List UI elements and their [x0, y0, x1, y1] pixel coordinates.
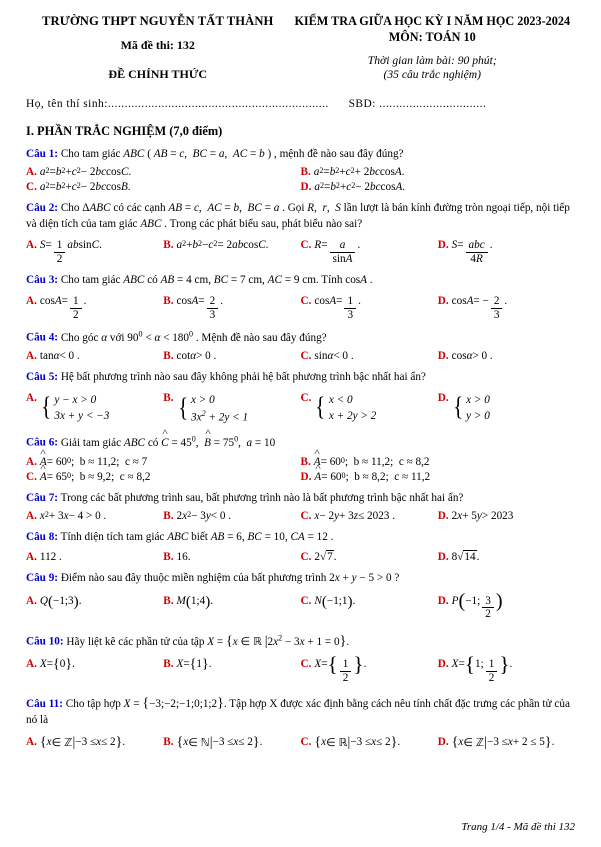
question-6-options-row2: [26, 471, 575, 483]
option-10-c[interactable]: C. X = { $\frac{1}{2}$ } .: [300, 652, 367, 685]
question-9-options: [26, 589, 575, 622]
question-5-options: [26, 392, 575, 426]
question-4: [26, 328, 575, 346]
candidate-name-field: Họ, tên thí sinh:..................................................................: [26, 98, 329, 110]
option-10-b[interactable]: B. X = { 1 } .: [163, 657, 212, 673]
option-2-a[interactable]: A. S = $\frac{1}{2}$ ab sin C .: [26, 238, 102, 265]
question-10: [26, 632, 575, 650]
question-8-text: Tính diện tích tam giác ABC biết AB = 6, BC = 10, CA = 12 .: [60, 531, 334, 544]
question-2-text: Cho ΔABC có các cạnh AB = c, AC = b, BC = a . Gọi R, r, S lần lượt là bán kính đường tròn ngoại tiếp, nội tiếp và diện tích của tam giác ABC . Trong các phát biểu sau, phát biểu nào sai?: [26, 202, 570, 231]
option-7-b[interactable]: B. 2 x 2 − 3 y < 0 .: [163, 510, 232, 523]
question-1: [26, 146, 575, 162]
option-7-a[interactable]: A. x 2 + 3 x − 4 > 0 .: [26, 510, 107, 523]
option-4-b[interactable]: B. cot α > 0 .: [163, 350, 217, 363]
option-6-a[interactable]: A. A ^ = 60 0 ; b ≈ 11,2; c ≈ 7: [26, 456, 301, 468]
option-10-d[interactable]: D. X = { 1; $\frac{1}{2}$ } .: [437, 652, 513, 685]
exam-subject: MÔN: TOÁN 10: [388, 30, 476, 44]
question-1-text: Cho tam giác ABC ( AB = c, BC = a, AC = b ) , mệnh đề nào sau đây đúng?: [60, 148, 404, 160]
question-3-options: [26, 295, 575, 322]
option-9-c[interactable]: C. N ( −1;1 ) .: [300, 593, 356, 610]
option-5-d[interactable]: D. { x > 0 y > 0: [437, 391, 490, 422]
question-11: [26, 696, 575, 728]
question-1-options-row2: [26, 181, 575, 193]
question-11-text: Cho tập hợp X = {−3;−2;−1;0;1;2}. Tập hợp X được xác định bằng cách nêu tính chất đặc trưng các phần tử của nó là: [26, 696, 570, 727]
option-2-d[interactable]: D. S = $\frac{\text{abc}}{4R}$ .: [437, 238, 493, 265]
question-9: [26, 570, 575, 586]
option-3-b[interactable]: B. cos A = $\frac{2}{3}$ .: [163, 294, 223, 321]
question-11-options: [26, 736, 575, 750]
option-2-b[interactable]: B. a 2 + b 2 − c 2 = 2 ab cos C .: [163, 238, 269, 251]
exam-title: KIỂM TRA GIỮA HỌC KỲ I NĂM HỌC 2023-2024: [294, 14, 571, 28]
candidate-info-line: [26, 98, 575, 110]
option-6-b[interactable]: B. A ^ = 60 0 ; b ≈ 11,2; c ≈ 8,2: [301, 456, 576, 468]
exam-duration: Thời gian làm bài: 90 phút;: [367, 54, 497, 67]
question-1-label: Câu 1:: [26, 148, 59, 160]
question-11-label: Câu 11:: [26, 697, 63, 710]
option-8-d[interactable]: D. 8 √14 .: [437, 551, 480, 564]
question-10-label: Câu 10:: [26, 636, 64, 648]
question-7-options: [26, 510, 575, 522]
page-header: [26, 14, 575, 82]
question-4-options: [26, 350, 575, 362]
question-2: [26, 200, 575, 232]
page-footer: Trang 1/4 - Mã đề thi 132: [461, 821, 575, 833]
option-9-d[interactable]: D. P ( −1; $\frac{3}{2}$ ): [437, 589, 503, 621]
question-1-options-row1: [26, 166, 575, 178]
question-10-options: [26, 652, 575, 685]
question-3-label: Câu 3:: [26, 274, 59, 287]
question-5-label: Câu 5:: [26, 371, 59, 384]
question-10-text: Hãy liệt kê các phần tử của tập X = {x ∈ ℝ $|2x^2 - 3x + 1 = 0$}.: [66, 633, 350, 650]
header-left: [26, 14, 290, 82]
option-11-b[interactable]: B. { x ∈ ℕ | −3 ≤ x ≤ 2 } .: [163, 735, 263, 751]
question-7-label: Câu 7:: [26, 491, 59, 504]
option-5-a[interactable]: A. { y − x > 0 3x + y < −3: [26, 391, 110, 422]
option-7-c[interactable]: C. x − 2 y + 3 z ≤ 2023 .: [300, 510, 395, 523]
option-11-c[interactable]: C. { x ∈ ℝ | −3 ≤ x ≤ 2 } .: [300, 735, 401, 751]
option-8-c[interactable]: C. 2 √7 .: [300, 551, 337, 564]
exam-code: Mã đề thi: 132: [120, 38, 195, 52]
question-6-options-row1: [26, 456, 575, 468]
option-8-b[interactable]: B. 16.: [163, 551, 191, 564]
exam-question-count: (35 câu trắc nghiệm): [383, 68, 482, 81]
option-3-a[interactable]: A. cos A = $\frac{1}{2}$ .: [26, 294, 87, 321]
question-3: [26, 272, 575, 288]
option-9-a[interactable]: A. Q ( −1;3 ) .: [26, 593, 82, 610]
question-2-options: [26, 239, 575, 266]
question-9-text: Điểm nào sau đây thuộc miền nghiệm của bất phương trình 2x + y − 5 > 0 ?: [60, 572, 400, 585]
question-5: [26, 369, 575, 385]
question-2-label: Câu 2:: [26, 202, 59, 215]
option-1-b[interactable]: B. a 2 = b 2 + c 2 + 2 bc cos A .: [300, 166, 405, 179]
option-1-c[interactable]: C. a 2 = b 2 + c 2 − 2 bc cos B .: [26, 181, 131, 194]
school-name: TRƯỜNG THPT NGUYỄN TẤT THÀNH: [42, 14, 274, 28]
option-3-d[interactable]: D. cos A = − $\frac{2}{3}$ .: [437, 294, 508, 321]
option-1-d[interactable]: D. a 2 = b 2 + c 2 − 2 bc cos A .: [300, 181, 406, 194]
question-8-options: [26, 551, 575, 563]
question-6-label: Câu 6:: [26, 436, 59, 449]
question-7-text: Trong các bất phương trình sau, bất phương trình nào là bất phương trình bậc nhất hai ẩn?: [60, 491, 464, 504]
question-4-label: Câu 4:: [26, 332, 59, 345]
option-11-a[interactable]: A. { x ∈ ℤ | −3 ≤ x ≤ 2 } .: [26, 735, 126, 751]
question-7: [26, 490, 575, 506]
question-8-label: Câu 8:: [26, 531, 59, 544]
header-right: [290, 14, 575, 82]
option-10-a[interactable]: A. X = { 0 } .: [26, 657, 75, 673]
question-9-label: Câu 9:: [26, 572, 59, 585]
option-4-c[interactable]: C. sin α < 0 .: [300, 350, 354, 363]
question-3-text: Cho tam giác ABC có AB = 4 cm, BC = 7 cm, AC = 9 cm. Tính cosA .: [60, 274, 373, 287]
option-6-c[interactable]: C. A ^ = 65 0 ; b ≈ 9,2; c ≈ 8,2: [26, 471, 301, 483]
option-7-d[interactable]: D. 2 x + 5 y > 2023: [437, 510, 514, 523]
question-4-text: Cho góc α với $90^0 < \alpha < 180^0$ . Mệnh đề nào sau đây đúng?: [60, 329, 327, 345]
option-2-c[interactable]: C. R = $\frac{a}{\sin A}$ .: [300, 238, 361, 265]
option-9-b[interactable]: B. M ( 1;4 ) .: [163, 593, 214, 610]
option-11-d[interactable]: D. { x ∈ ℤ | −3 ≤ x + 2 ≤ 5 } .: [437, 735, 555, 751]
option-8-a[interactable]: A. 112 .: [26, 551, 62, 564]
option-5-b[interactable]: B. { x > 0 $3x^2 + 2y < 1$: [163, 391, 249, 424]
option-6-d[interactable]: D. A ^ = 60 0 ; b ≈ 8,2; c ≈ 11,2: [301, 471, 576, 483]
option-3-c[interactable]: C. cos A = $\frac{1}{3}$ .: [300, 294, 361, 321]
question-8: [26, 529, 575, 545]
official-label: ĐỀ CHÍNH THỨC: [108, 67, 208, 81]
option-4-a[interactable]: A. tan α < 0 .: [26, 350, 80, 363]
question-5-text: Hệ bất phương trình nào sau đây không phải hệ bất phương trình bậc nhất hai ẩn?: [60, 371, 426, 384]
question-6: [26, 433, 575, 451]
option-4-d[interactable]: D. cos α > 0 .: [437, 350, 493, 363]
option-5-c[interactable]: C. { x < 0 x + 2y > 2: [300, 391, 377, 422]
option-1-a[interactable]: A. a 2 = b 2 + c 2 − 2 bc cos C .: [26, 166, 132, 179]
candidate-sbd-field: SBD: ................................: [348, 98, 487, 110]
section-title: I. PHẦN TRẮC NGHIỆM (7,0 điểm): [26, 124, 223, 138]
question-6-text: Giải tam giác ABC có C ^ = $45^0$, B ^ = $75^0$, a = 10: [61, 437, 275, 449]
